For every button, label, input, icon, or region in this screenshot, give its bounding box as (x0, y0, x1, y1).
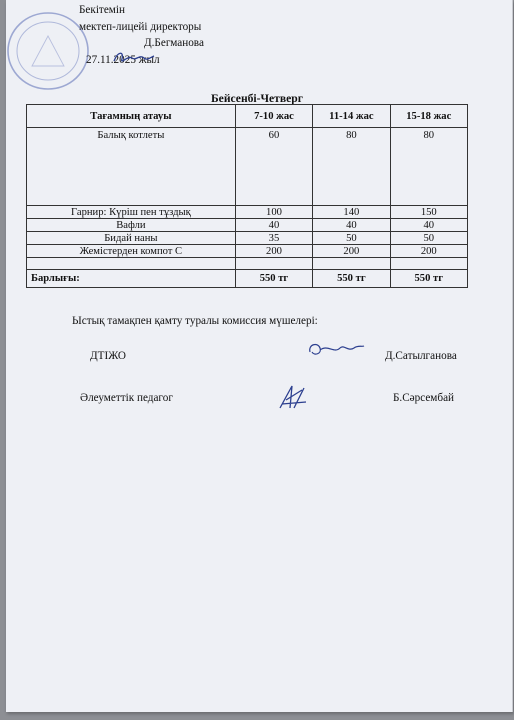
table-empty-row (27, 258, 468, 270)
table-row (27, 206, 468, 219)
portion-7-10: 40 (235, 219, 312, 232)
table-row (27, 128, 468, 206)
portion-11-14: 40 (313, 219, 390, 232)
member-role-2: Әлеуметтік педагог (80, 392, 173, 404)
total-15-18: 550 тг (390, 270, 467, 288)
approval-line-2: мектеп-лицейі директоры (79, 20, 202, 33)
dish-name: Гарнир: Күріш пен тұздық (27, 206, 236, 219)
total-11-14: 550 тг (313, 270, 390, 288)
table-total-row (27, 270, 468, 288)
portion-7-10: 35 (235, 232, 312, 245)
table-row (27, 232, 468, 245)
member-role-1: ДТІЖО (90, 350, 127, 362)
portion-15-18: 40 (390, 219, 467, 232)
header-age-15-18: 15-18 жас (390, 105, 467, 128)
header-age-11-14: 11-14 жас (313, 105, 390, 128)
portion-7-10: 60 (235, 128, 312, 206)
table-row (27, 219, 468, 232)
header-dish: Тағамның атауы (27, 105, 236, 128)
approval-line-4: 27.11.2025 жыл (86, 53, 160, 66)
member-signature-1 (304, 338, 366, 362)
member-name-1: Д.Сатылганова (385, 350, 457, 362)
document-title: Бейсенбі-Четверг (211, 92, 303, 105)
member-name-2: Б.Сәрсембай (393, 392, 455, 404)
portion-11-14: 140 (313, 206, 390, 219)
menu-table (26, 104, 468, 288)
table-header-row (27, 105, 468, 128)
portion-11-14: 50 (313, 232, 390, 245)
total-7-10: 550 тг (235, 270, 312, 288)
dish-name: Вафли (27, 219, 236, 232)
approval-block (79, 2, 269, 68)
portion-15-18: 150 (390, 206, 467, 219)
portion-11-14: 200 (313, 245, 390, 258)
portion-15-18: 200 (390, 245, 467, 258)
member-signature-2 (276, 382, 308, 412)
dish-name: Бидай наны (27, 232, 236, 245)
dish-name: Жемістерден компот С (27, 245, 236, 258)
dish-name: Балық котлеты (27, 128, 236, 206)
total-label: Барлығы: (27, 270, 236, 288)
approval-line-1: Бекітемін (79, 4, 125, 16)
portion-7-10: 200 (235, 245, 312, 258)
table-row (27, 245, 468, 258)
portion-15-18: 50 (390, 232, 467, 245)
portion-11-14: 80 (313, 128, 390, 206)
approval-line-3: Д.Бегманова (144, 37, 204, 49)
commission-heading: Ыстық тамақпен қамту туралы комиссия мүшелері: (72, 315, 318, 327)
director-signature (110, 49, 156, 67)
header-age-7-10: 7-10 жас (235, 105, 312, 128)
portion-7-10: 100 (235, 206, 312, 219)
portion-15-18: 80 (390, 128, 467, 206)
